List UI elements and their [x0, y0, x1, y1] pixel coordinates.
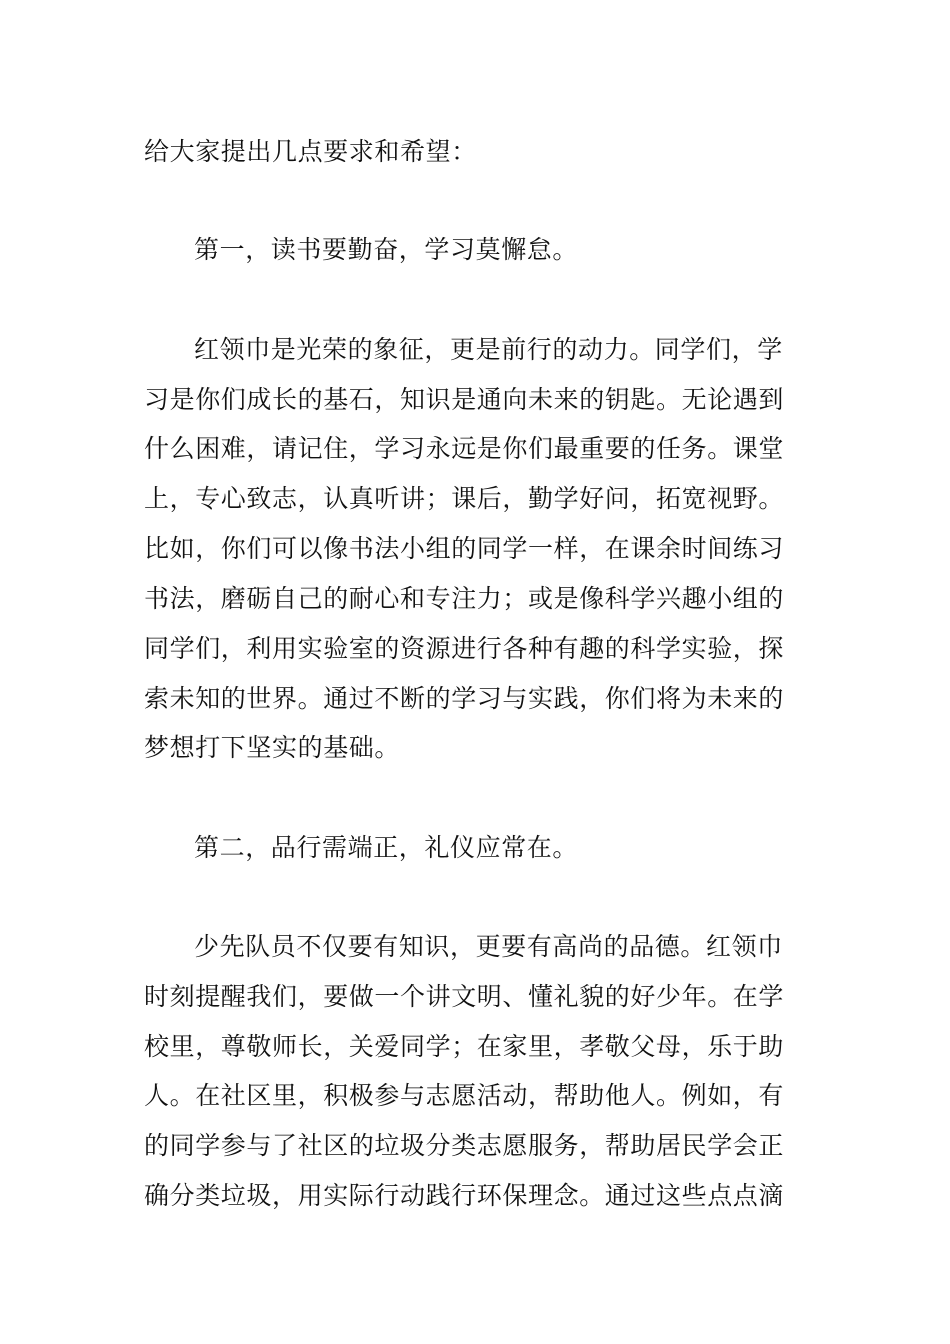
paragraph-2-line-3: 校里，尊敬师长，关爱同学；在家里，孝敬父母，乐于助 [144, 1032, 785, 1061]
paragraph-1-line-8: 索未知的世界。通过不断的学习与实践，你们将为未来的 [144, 684, 785, 713]
paragraph-1-line-3: 什么困难，请记住，学习永远是你们最重要的任务。课堂 [144, 434, 785, 463]
paragraph-1-line-9: 梦想打下坚实的基础。 [144, 733, 401, 762]
paragraph-1-line-1: 红领巾是光荣的象征，更是前行的动力。同学们，学 [194, 335, 783, 364]
paragraph-1-line-6: 书法，磨砺自己的耐心和专注力；或是像科学兴趣小组的 [144, 584, 785, 613]
paragraph-2-line-6: 确分类垃圾，用实际行动践行环保理念。通过这些点点滴 [144, 1181, 785, 1210]
intro-line: 给大家提出几点要求和希望： [144, 137, 477, 166]
paragraph-2-line-5: 的同学参与了社区的垃圾分类志愿服务，帮助居民学会正 [144, 1131, 785, 1160]
paragraph-1-line-2: 习是你们成长的基石，知识是通向未来的钥匙。无论遇到 [144, 385, 785, 414]
paragraph-1-line-5: 比如，你们可以像书法小组的同学一样，在课余时间练习 [144, 534, 785, 563]
paragraph-2-line-2: 时刻提醒我们，要做一个讲文明、懂礼貌的好少年。在学 [144, 982, 785, 1011]
paragraph-1-line-4: 上，专心致志，认真听讲；课后，勤学好问，拓宽视野。 [144, 484, 785, 513]
paragraph-1-line-7: 同学们，利用实验室的资源进行各种有趣的科学实验，探 [144, 634, 785, 663]
section-2-heading: 第二，品行需端正，礼仪应常在。 [194, 833, 579, 862]
paragraph-2-line-1: 少先队员不仅要有知识，更要有高尚的品德。红领巾 [194, 932, 783, 961]
paragraph-2-line-4: 人。在社区里，积极参与志愿活动，帮助他人。例如，有 [144, 1081, 785, 1110]
section-1-heading: 第一，读书要勤奋，学习莫懈怠。 [194, 235, 579, 264]
